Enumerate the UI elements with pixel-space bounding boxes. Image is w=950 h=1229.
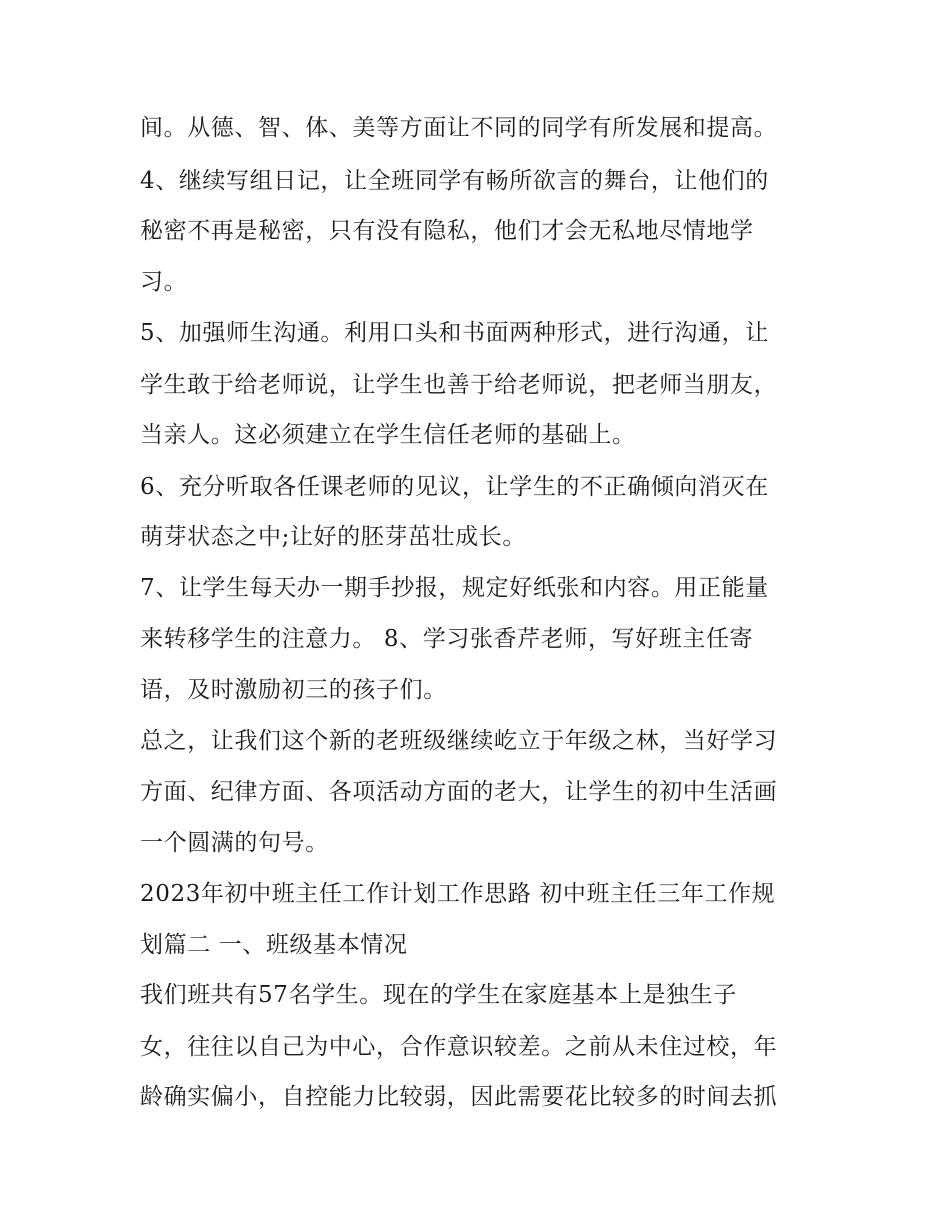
text-line: 秘密不再是秘密，只有没有隐私，他们才会无私地尽情地学: [140, 218, 754, 244]
text-line: 学生敢于给老师说，让学生也善于给老师说，把老师当朋友，: [140, 372, 778, 398]
text-line: 间。从德、智、体、美等方面让不同的同学有所发展和提高。: [140, 115, 778, 141]
text-line: 4、继续写组日记，让全班同学有畅所欲言的舞台，让他们的: [140, 168, 769, 194]
text-line: 当亲人。这必须建立在学生信任老师的基础上。: [140, 422, 636, 448]
text-line: 总之，让我们这个新的老班级继续屹立于年级之林，当好学习: [140, 728, 778, 754]
text-line: 2023年初中班主任工作计划工作思路 初中班主任三年工作规: [140, 881, 776, 907]
text-line: 7、让学生每天办一期手抄报，规定好纸张和内容。用正能量: [140, 575, 769, 601]
text-line: 划篇二 一、班级基本情况: [140, 932, 408, 958]
text-line: 5、加强师生沟通。利用口头和书面两种形式，进行沟通，让: [140, 320, 769, 346]
text-line: 语，及时激励初三的孩子们。: [140, 677, 447, 703]
text-line: 女，往往以自己为中心，合作意识较差。之前从未住过校，年: [140, 1034, 778, 1060]
text-line: 一个圆满的句号。: [140, 830, 329, 856]
text-line: 萌芽状态之中;让好的胚芽茁壮成长。: [140, 524, 526, 550]
text-line: 龄确实偏小，自控能力比较弱，因此需要花比较多的时间去抓: [140, 1084, 778, 1110]
text-line: 我们班共有57名学生。现在的学生在家庭基本上是独生子: [140, 982, 737, 1008]
text-line: 方面、纪律方面、各项活动方面的老大，让学生的初中生活画: [140, 779, 778, 805]
text-line: 6、充分听取各任课老师的见议，让学生的不正确倾向消灭在: [140, 474, 769, 500]
text-line: 习。: [140, 269, 188, 295]
text-line: 来转移学生的注意力。 8、学习张香芹老师，写好班主任寄: [140, 626, 754, 652]
